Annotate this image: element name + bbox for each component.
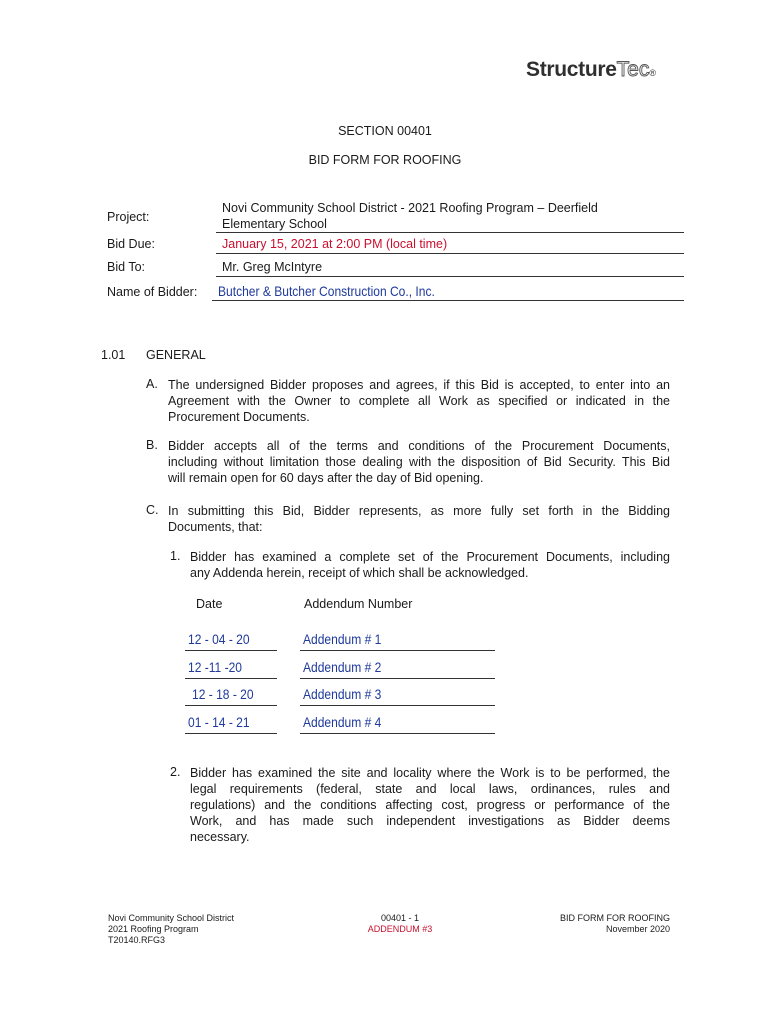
paragraph-b-marker: B. <box>146 438 158 452</box>
addendum-number-rule <box>300 733 495 734</box>
bid-due-rule <box>216 253 684 254</box>
addendum-number-rule <box>300 650 495 651</box>
project-value-line1: Novi Community School District - 2021 Roofing Program – Deerfield <box>222 201 598 215</box>
paragraph-b <box>168 438 670 486</box>
footer-left-line: 2021 Roofing Program <box>108 924 199 934</box>
logo-bold-text: Structure <box>526 58 617 81</box>
paragraph-c-line: Documents, that: <box>168 520 263 534</box>
section-title-general: GENERAL <box>146 348 206 362</box>
paragraph-c-marker: C. <box>146 503 159 517</box>
logo-registered-mark: ® <box>649 68 656 78</box>
paragraph-a-marker: A. <box>146 377 158 391</box>
addendum-number-2: Addendum # 2 <box>303 659 382 675</box>
addendum-date-rule <box>185 733 277 734</box>
addenda-date-header: Date <box>196 597 223 611</box>
footer-right <box>520 913 670 935</box>
paragraph-b-line: including without limitation those dealing with the disposition of Bid Security. This Bid <box>168 455 670 469</box>
logo-outline-text: Tec <box>616 58 650 81</box>
paragraph-c <box>168 503 670 535</box>
bidder-value: Butcher & Butcher Construction Co., Inc. <box>218 283 435 299</box>
item-2-line: necessary. <box>190 830 250 844</box>
footer-center <box>330 913 470 935</box>
addendum-number-4: Addendum # 4 <box>303 714 382 730</box>
project-value-line2: Elementary School <box>222 217 327 231</box>
paragraph-a-line: Agreement with the Owner to complete all Work as specified or indicated in the <box>168 394 670 408</box>
project-label: Project: <box>107 210 150 224</box>
item-2-line: Work, and has made such independent investigations as Bidder deems <box>190 814 670 828</box>
addendum-number-3: Addendum # 3 <box>303 686 382 702</box>
footer-left <box>108 913 234 946</box>
paragraph-c-line: In submitting this Bid, Bidder represents, as more fully set forth in the Bidding <box>168 504 670 518</box>
item-2-line: regulations) and the conditions affecting cost, progress or performance of the <box>190 798 670 812</box>
project-rule <box>216 232 684 233</box>
addendum-number-rule <box>300 705 495 706</box>
paragraph-b-line: will remain open for 60 days after the day of Bid opening. <box>168 471 484 485</box>
footer-left-line: Novi Community School District <box>108 913 235 923</box>
paragraph-b-line: Bidder accepts all of the terms and conditions of the Procurement Documents, <box>168 439 670 453</box>
addendum-number-1: Addendum # 1 <box>303 631 382 647</box>
item-2-line: legal requirements (federal, state and local laws, ordinances, rules and <box>190 782 670 796</box>
item-2-marker: 2. <box>170 765 181 779</box>
paragraph-a <box>168 377 670 425</box>
footer-addendum-tag: ADDENDUM #3 <box>367 924 433 934</box>
form-title: BID FORM FOR ROOFING <box>308 153 462 167</box>
addendum-number-rule <box>300 678 495 679</box>
bid-due-label: Bid Due: <box>107 237 155 251</box>
addendum-date-rule <box>185 650 277 651</box>
section-number: SECTION 00401 <box>338 124 432 138</box>
footer-page-number: 00401 - 1 <box>380 913 420 923</box>
paragraph-a-line: Procurement Documents. <box>168 410 310 424</box>
bid-to-rule <box>216 276 684 277</box>
bidder-rule <box>212 300 684 301</box>
addendum-date-rule <box>185 705 277 706</box>
paragraph-a-line: The undersigned Bidder proposes and agrees, if this Bid is accepted, to enter into an <box>168 378 670 392</box>
section-number-general: 1.01 <box>101 348 126 362</box>
footer-right-date: November 2020 <box>605 924 670 934</box>
item-1 <box>190 549 670 581</box>
addendum-date-2: 12 -11 -20 <box>188 659 242 675</box>
addenda-number-header: Addendum Number <box>304 597 413 611</box>
company-logo <box>526 58 656 82</box>
item-1-line: Bidder has examined a complete set of the Procurement Documents, including <box>190 550 670 564</box>
item-1-line: any Addenda herein, receipt of which shall be acknowledged. <box>190 566 529 580</box>
bid-to-label: Bid To: <box>107 260 145 274</box>
item-1-marker: 1. <box>170 549 181 563</box>
addendum-date-4: 01 - 14 - 21 <box>188 714 250 730</box>
item-2-line: Bidder has examined the site and locality where the Work is to be performed, the <box>190 766 670 780</box>
item-2 <box>190 765 670 845</box>
addendum-date-1: 12 - 04 - 20 <box>188 631 250 647</box>
addendum-date-3: 12 - 18 - 20 <box>192 686 254 702</box>
footer-right-title: BID FORM FOR ROOFING <box>560 913 670 923</box>
bidder-label: Name of Bidder: <box>107 285 198 299</box>
bid-to-value: Mr. Greg McIntyre <box>222 260 323 274</box>
footer-left-line: T20140.RFG3 <box>108 935 166 945</box>
addendum-date-rule <box>185 678 277 679</box>
bid-due-value: January 15, 2021 at 2:00 PM (local time) <box>222 237 448 251</box>
